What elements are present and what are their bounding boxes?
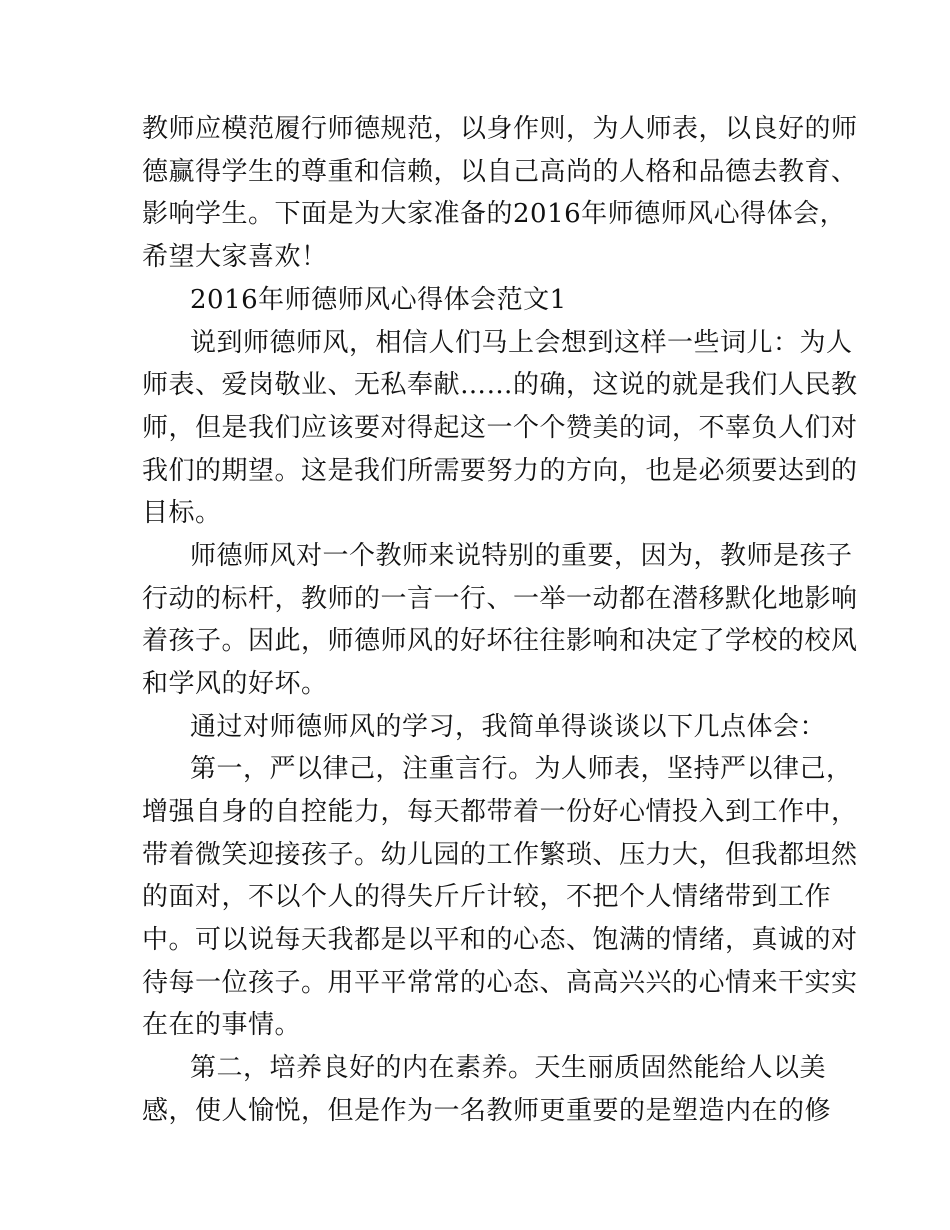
text-line: 通过对师德师风的学习，我简单得谈谈以下几点体会： (190, 712, 827, 742)
text-line: 第一，严以律己，注重言行。为人师表，坚持严以律己， (190, 754, 853, 784)
text-line: 着孩子。因此，师德师风的好坏往往影响和决定了学校的校风 (142, 626, 858, 656)
text-line: 带着微笑迎接孩子。幼儿园的工作繁琐、压力大，但我都坦然 (142, 840, 858, 870)
text-line: 影响学生。下面是为大家准备的2016年师德师风心得体会， (142, 199, 847, 229)
section-heading: 2016年师德师风心得体会范文1 (190, 285, 567, 315)
text-line: 教师应模范履行师德规范，以身作则，为人师表，以良好的师 (142, 114, 858, 144)
text-line: 师，但是我们应该要对得起这一个个赞美的词，不辜负人们对 (142, 413, 858, 443)
text-line: 师表、爱岗敬业、无私奉献……的确，这说的就是我们人民教 (142, 370, 858, 400)
text-line: 第二，培养良好的内在素养。天生丽质固然能给人以美 (190, 1053, 827, 1083)
text-line: 在在的事情。 (142, 1010, 302, 1040)
text-line: 中。可以说每天我都是以平和的心态、饱满的情绪，真诚的对 (142, 925, 858, 955)
text-line: 我们的期望。这是我们所需要努力的方向，也是必须要达到的 (142, 456, 858, 486)
text-line: 德赢得学生的尊重和信赖，以自己高尚的人格和品德去教育、 (142, 157, 858, 187)
text-line: 待每一位孩子。用平平常常的心态、高高兴兴的心情来干实实 (142, 968, 858, 998)
text-line: 行动的标杆，教师的一言一行、一举一动都在潜移默化地影响 (142, 584, 858, 614)
text-line: 目标。 (142, 498, 222, 528)
text-line: 增强自身的自控能力，每天都带着一份好心情投入到工作中， (142, 797, 858, 827)
text-line: 的面对，不以个人的得失斤斤计较，不把个人情绪带到工作 (142, 882, 832, 912)
text-line: 师德师风对一个教师来说特别的重要，因为，教师是孩子 (190, 541, 853, 571)
text-line: 和学风的好坏。 (142, 669, 328, 699)
text-line: 感，使人愉悦，但是作为一名教师更重要的是塑造内在的修 (142, 1096, 832, 1126)
text-line: 说到师德师风，相信人们马上会想到这样一些词儿：为人 (190, 328, 853, 358)
text-line: 希望大家喜欢！ (142, 242, 328, 272)
